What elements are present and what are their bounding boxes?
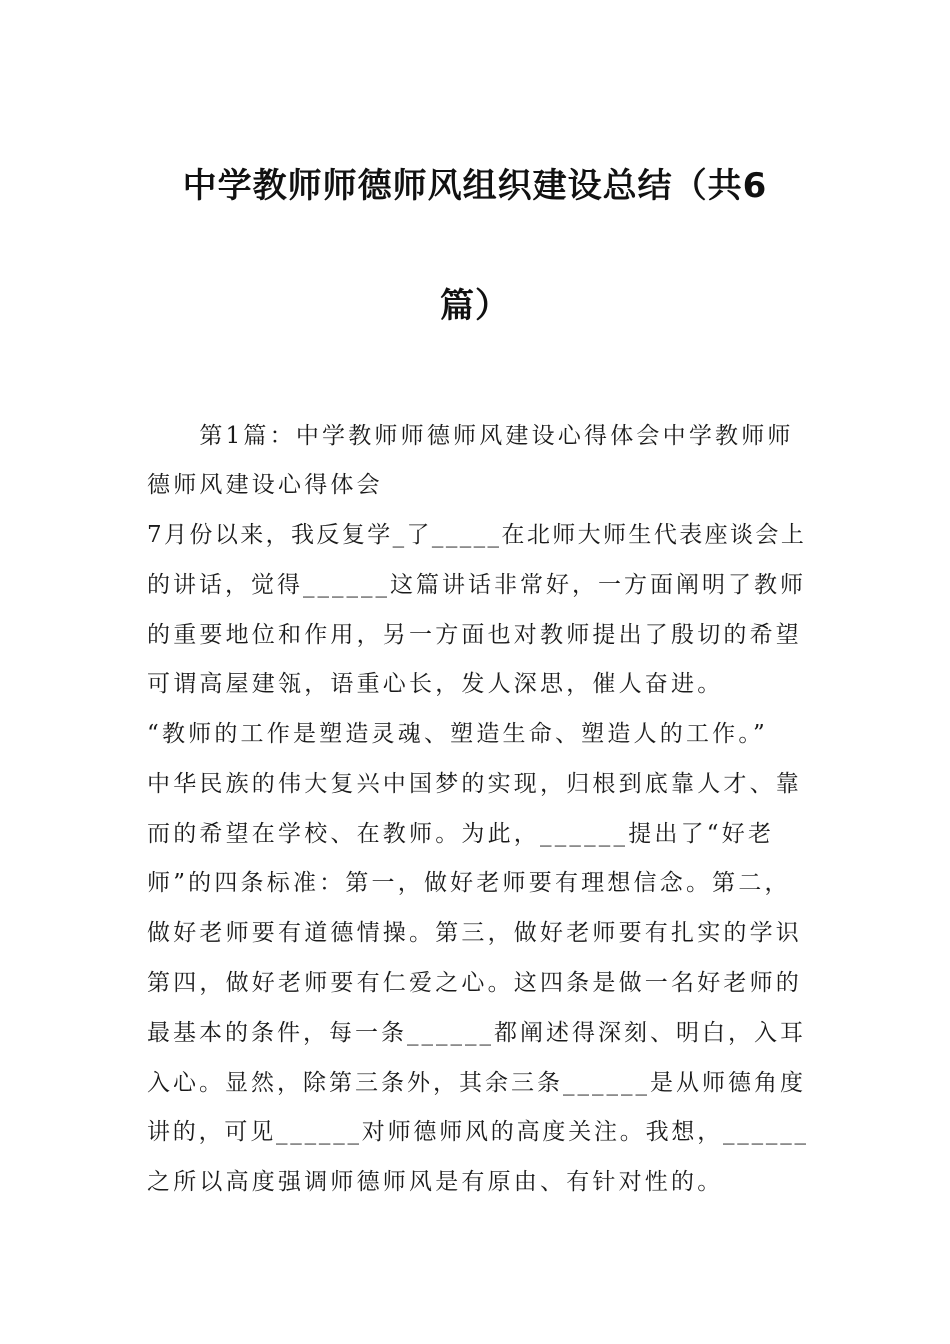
paragraph-line: 第四，做好老师要有仁爱之心。这四条是做一名好老师的 — [147, 970, 802, 996]
paragraph-line: 做好老师要有道德情操。第三，做好老师要有扎实的学识 — [147, 920, 802, 946]
paragraph-line: 第1篇：中学教师师德师风建设心得体会中学教师师 — [147, 423, 794, 449]
paragraph-line: “教师的工作是塑造灵魂、塑造生命、塑造人的工作。” — [147, 721, 769, 747]
paragraph-line: 最基本的条件，每一条______都阐述得深刻、明白，入耳 — [147, 1020, 806, 1046]
paragraph-line: 入心。显然，除第三条外，其余三条______是从师德角度 — [147, 1070, 806, 1096]
paragraph-line: 可谓高屋建瓴，语重心长，发人深思，催人奋进。 — [147, 671, 724, 697]
paragraph-line: 讲的，可见______对师德师风的高度关注。我想，______ — [147, 1119, 809, 1145]
paragraph-line: 师”的四条标准：第一，做好老师要有理想信念。第二， — [147, 870, 791, 896]
paragraph-line: 的重要地位和作用，另一方面也对教师提出了殷切的希望 — [147, 622, 802, 648]
paragraph-line: 之所以高度强调师德师风是有原由、有针对性的。 — [147, 1169, 724, 1195]
paragraph-line: 7月份以来，我反复学_了_____在北师大师生代表座谈会上 — [147, 522, 807, 548]
document-title-line-1: 中学教师师德师风组织建设总结（共6 — [182, 166, 768, 206]
document-title-line-2: 篇） — [440, 286, 510, 326]
paragraph-line: 德师风建设心得体会 — [147, 472, 383, 498]
paragraph-line: 中华民族的伟大复兴中国梦的实现，归根到底靠人才、靠 — [147, 771, 802, 797]
paragraph-line: 而的希望在学校、在教师。为此，______提出了“好老 — [147, 821, 775, 847]
paragraph-line: 的讲话，觉得______这篇讲话非常好，一方面阐明了教师 — [147, 572, 806, 598]
